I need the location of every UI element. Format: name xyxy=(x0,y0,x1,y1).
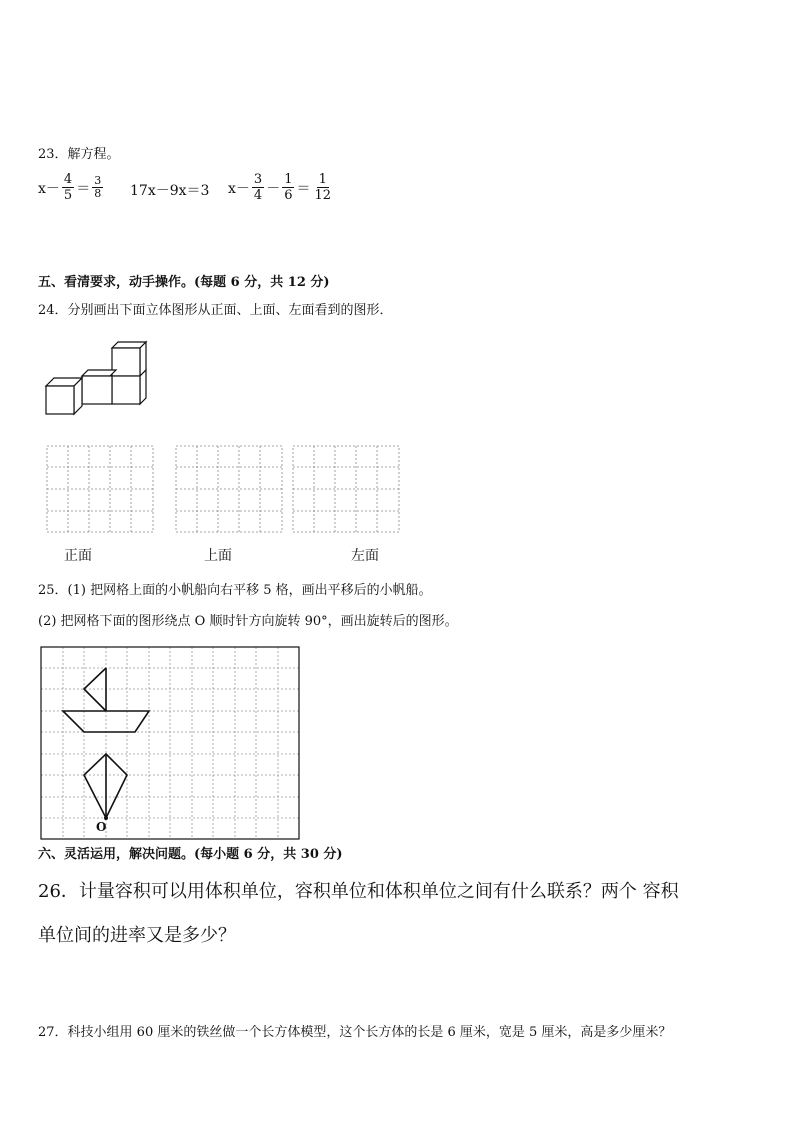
eq3-fraction-1: $\frac{3}{4}$ xyxy=(253,172,263,203)
eq3-minus: － xyxy=(266,180,281,197)
sailboat-figure xyxy=(63,668,149,732)
point-o-label: O xyxy=(96,820,107,834)
section5-title: 五、看清要求，动手操作。(每题 6 分，共 12 分) xyxy=(38,275,330,290)
grid-front-view xyxy=(46,445,156,533)
q23-equation-2: 17x－9x＝3 xyxy=(130,183,210,199)
grid-left-view xyxy=(292,445,402,533)
eq1-equals: ＝ xyxy=(76,180,91,197)
q27-text: 27．科技小组用 60 厘米的铁丝做一个长方体模型，这个长方体的长是 6 厘米，宽是 5 厘米，高是多少厘米？ xyxy=(38,1025,672,1040)
eq3-left: x－ xyxy=(228,180,250,197)
cube-solid-figure xyxy=(40,338,152,418)
q25-part2: (2) 把网格下面的图形绕点 O 顺时针方向旋转 90°，画出旋转后的图形。 xyxy=(38,614,458,629)
section6-title: 六、灵活运用，解决问题。(每小题 6 分，共 30 分) xyxy=(38,847,343,862)
eq3-fraction-2: $\frac{1}{6}$ xyxy=(284,172,293,203)
q26-line2: 单位间的进率又是多少？ xyxy=(38,925,236,946)
label-front: 正面 xyxy=(64,548,92,564)
q24-title: 24．分别画出下面立体图形从正面、上面、左面看到的图形． xyxy=(38,303,393,318)
q26-line1: 26．计量容积可以用体积单位，容积单位和体积单位之间有什么联系？两个 容积 xyxy=(38,881,679,902)
eq3-equals: ＝ xyxy=(296,180,311,197)
q23-equation-3 xyxy=(228,172,335,203)
label-left: 左面 xyxy=(351,548,379,564)
kite-figure xyxy=(84,754,127,818)
eq3-fraction-3: $\frac{1}{12}$ xyxy=(314,172,332,203)
eq1-fraction-2: $\frac{3}{8}$ xyxy=(94,174,102,200)
q23-equation-1 xyxy=(38,172,105,203)
q23-title: 23．解方程。 xyxy=(38,147,120,162)
eq1-left: x－ xyxy=(38,180,60,197)
label-top: 上面 xyxy=(204,548,232,564)
grid-top-view xyxy=(175,445,285,533)
eq1-fraction-1: $\frac{4}{5}$ xyxy=(63,172,73,203)
q25-part1: 25．(1) 把网格上面的小帆船向右平移 5 格，画出平移后的小帆船。 xyxy=(38,583,432,598)
transformation-grid xyxy=(40,646,302,842)
